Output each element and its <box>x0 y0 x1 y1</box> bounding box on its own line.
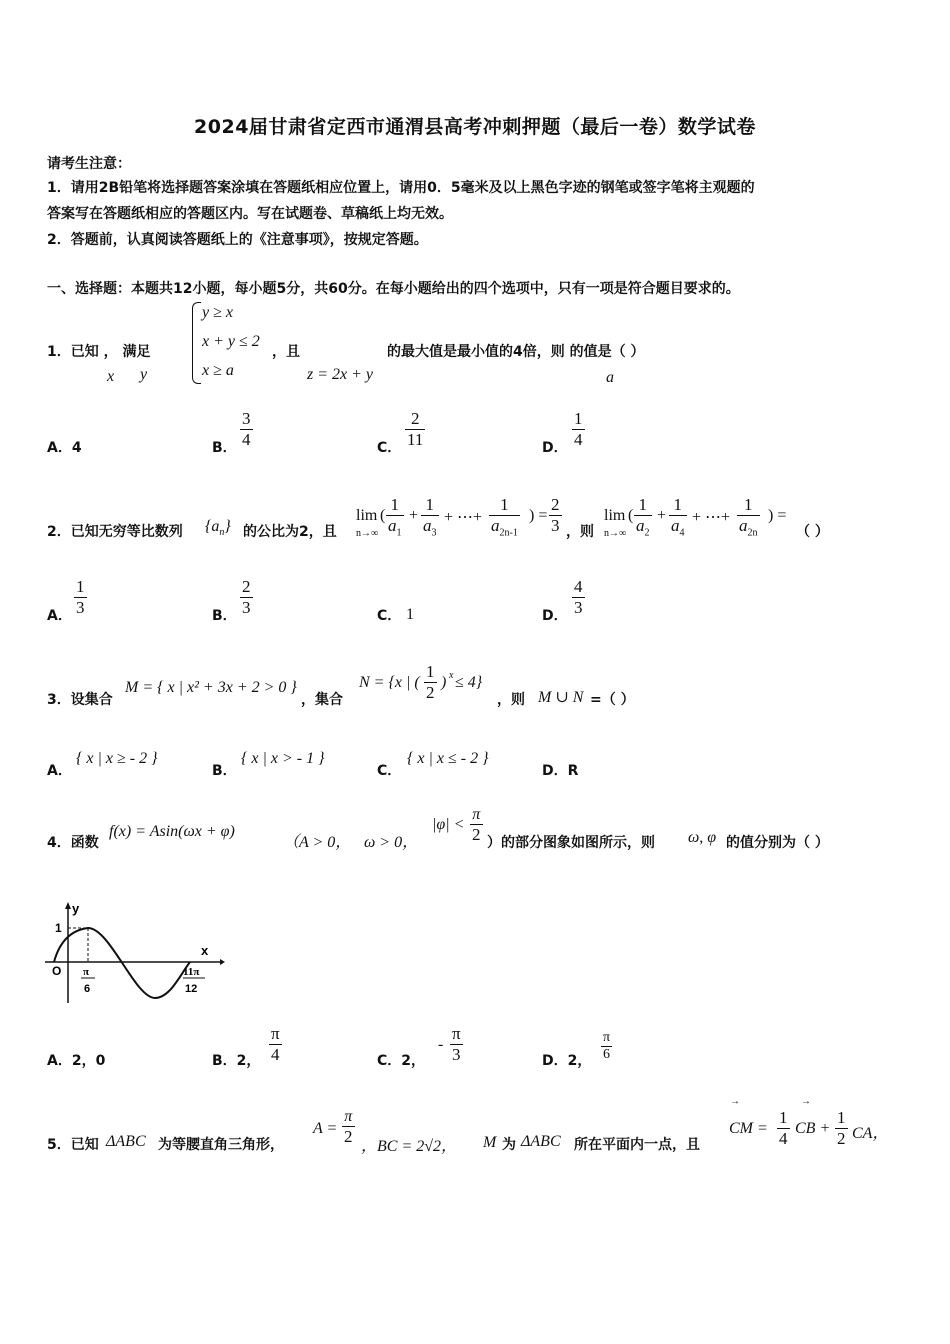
q2-option-d-fraction: $\frac{4}{3}$ <box>574 577 583 617</box>
q2-dots-1: + ⋯+ <box>444 509 483 526</box>
q3-set-n-end: ≤ 4} <box>455 674 483 691</box>
q4-option-b[interactable]: B．2， <box>212 1053 261 1069</box>
q2-lim-2: lim <box>604 507 626 524</box>
y-label: y <box>72 901 80 916</box>
q2-eq-1: ) = <box>529 507 548 524</box>
q1-option-b-fraction: $\frac{3}{4}$ <box>242 409 251 449</box>
q2-lim-1-sub: n→∞ <box>356 528 379 539</box>
q3-half: $\frac{1}{2}$ <box>426 662 435 702</box>
q1-text-b: ，且 <box>272 344 300 360</box>
q4-option-c-sign: - <box>438 1036 444 1053</box>
q1-option-b[interactable]: B． <box>212 440 237 456</box>
q2-term-a2n: $\frac{1}{a_{2n}}$ <box>739 495 758 539</box>
q4-option-c-fraction: $\frac{\pi}{3}$ <box>452 1024 461 1064</box>
q5-pi-over-2: $\frac{\pi}{2}$ <box>344 1108 353 1146</box>
q3-option-c[interactable]: C． <box>377 763 402 779</box>
section-heading: 一、选择题：本题共12小题，每小题5分，共60分。在每小题给出的四个选项中，只有一项是符合题目要求的。 <box>47 281 740 297</box>
q2-text-d: （ ） <box>796 524 829 540</box>
q2-option-a-fraction: $\frac{1}{3}$ <box>76 577 85 617</box>
q3-option-d[interactable]: D．R <box>542 763 579 779</box>
q3-set-m: M = { x | x² + 3x + 2 > 0 } <box>125 679 297 696</box>
pi6-den: 6 <box>84 983 91 995</box>
q1-var-x: x <box>107 368 115 385</box>
x-axis-arrow <box>220 959 225 965</box>
q3-text-d: =（ ） <box>590 692 635 708</box>
q2-term-a2: $\frac{1}{a_2}$ <box>636 495 650 539</box>
q3-option-b-value: { x | x > - 1 } <box>241 750 325 767</box>
q1-constraint-1: y ≥ x <box>202 304 233 321</box>
q4-vars: ω, φ <box>688 829 717 846</box>
q4-text-c: 的值分别为（ ） <box>726 835 829 851</box>
q2-eq-2: ) = <box>768 507 787 524</box>
pi6-num: π <box>83 966 90 978</box>
q5-vec-arrow-cb: → <box>801 1096 811 1107</box>
q3-union: M ∪ N <box>538 689 584 706</box>
q2-text-a: 2．已知无穷等比数列 <box>47 524 183 540</box>
q2-option-c[interactable]: C． <box>377 608 402 624</box>
q3-option-c-value: { x | x ≤ - 2 } <box>407 750 489 767</box>
q1-option-a[interactable]: A．4 <box>47 440 82 456</box>
q5-half: $\frac{1}{2}$ <box>837 1108 846 1148</box>
q4-cond-omega: ω > 0， <box>364 834 419 851</box>
q2-term-a1: $\frac{1}{a_1}$ <box>388 495 402 539</box>
q2-paren-1: ( <box>380 507 386 524</box>
q2-eq-rhs: $\frac{2}{3}$ <box>551 495 560 535</box>
q1-constraint-2: x + y ≤ 2 <box>202 333 260 350</box>
q5-text-a: 5．已知 <box>47 1137 99 1153</box>
sine-curve <box>54 928 190 998</box>
notice-heading: 请考生注意： <box>47 156 131 172</box>
q2-option-a[interactable]: A． <box>47 608 72 624</box>
q4-option-a[interactable]: A．2，0 <box>47 1053 106 1069</box>
q2-text-b: 的公比为2，且 <box>243 524 337 540</box>
q1-text-c: 的最大值是最小值的4倍，则 的值是（ ） <box>387 344 645 360</box>
q2-option-d[interactable]: D． <box>542 608 568 624</box>
q4-option-d[interactable]: D．2， <box>542 1053 592 1069</box>
q2-term-a3: $\frac{1}{a_3}$ <box>423 495 437 539</box>
one-label: 1 <box>55 921 62 935</box>
q2-plus-1: + <box>409 507 419 524</box>
q5-vec-ca: CA， <box>852 1125 889 1142</box>
q2-option-b-fraction: $\frac{2}{3}$ <box>242 577 251 617</box>
q3-text-b: ，集合 <box>301 692 343 708</box>
q2-term-a4: $\frac{1}{a_4}$ <box>671 495 685 539</box>
q1-option-d-fraction: $\frac{1}{4}$ <box>574 409 583 449</box>
q5-bc: ，BC = 2√2， <box>361 1138 458 1155</box>
q4-pi-over-2: $\frac{\pi}{2}$ <box>472 806 481 844</box>
notice-line-3: 2．答题前，认真阅读答题纸上的《注意事项》，按规定答题。 <box>47 232 428 248</box>
q3-option-a[interactable]: A． <box>47 763 72 779</box>
q5-text-d: 所在平面内一点，且 <box>574 1137 700 1153</box>
q2-plus-2: + <box>657 507 667 524</box>
q5-vec-arrow-cm: → <box>730 1096 740 1107</box>
q5-point-m: M <box>483 1134 497 1151</box>
q1-constraint-3: x ≥ a <box>202 362 234 379</box>
q3-option-b[interactable]: B． <box>212 763 237 779</box>
q1-option-c-fraction: $\frac{2}{11}$ <box>407 409 424 449</box>
q2-option-b[interactable]: B． <box>212 608 237 624</box>
q5-triangle-2: ΔABC <box>521 1133 561 1150</box>
q1-option-c[interactable]: C． <box>377 440 402 456</box>
q5-text-c: 为 <box>502 1137 516 1153</box>
q2-term-a2n-1: $\frac{1}{a_{2n-1}}$ <box>491 495 518 539</box>
q2-sequence: $\{a_n\}$ <box>205 518 231 539</box>
q2-text-c: ，则 <box>566 524 594 540</box>
q1-var-y: y <box>140 366 148 383</box>
q1-brace <box>192 302 201 384</box>
q4-text-b: ）的部分图象如图所示，则 <box>487 835 655 851</box>
q3-set-n-paren: ) <box>441 674 447 691</box>
q2-lim-2-sub: n→∞ <box>604 528 627 539</box>
q5-vec-cm: CM = <box>729 1120 768 1137</box>
x-label: x <box>201 943 209 958</box>
end-num: 11π <box>183 966 200 978</box>
q3-text-c: ，则 <box>497 692 525 708</box>
q3-option-a-value: { x | x ≥ - 2 } <box>76 750 158 767</box>
q2-dots-2: + ⋯+ <box>692 509 731 526</box>
q1-z-expr: z = 2x + y <box>307 366 374 383</box>
q5-angle-a: A = <box>313 1120 338 1137</box>
q2-lim-1: lim <box>356 507 378 524</box>
q3-text-a: 3．设集合 <box>47 692 113 708</box>
end-den: 12 <box>185 983 198 995</box>
q4-option-d-fraction: $\frac{\pi}{6}$ <box>603 1030 611 1062</box>
q2-paren-2: ( <box>628 507 634 524</box>
q2-option-c-value: 1 <box>406 606 414 623</box>
q5-quarter: $\frac{1}{4}$ <box>779 1108 788 1148</box>
q5-text-b: 为等腰直角三角形， <box>158 1137 284 1153</box>
page-title: 2024届甘肃省定西市通渭县高考冲刺押题（最后一卷）数学试卷 <box>194 116 756 138</box>
notice-line-2: 答案写在答题纸相应的答题区内。写在试题卷、草稿纸上均无效。 <box>47 206 453 222</box>
q3-set-n-exponent: x <box>449 670 454 681</box>
q1-text-a: 1．已知 ， 满足 <box>47 344 151 360</box>
q4-text-a: 4．函数 <box>47 835 99 851</box>
q5-triangle: ΔABC <box>106 1133 146 1150</box>
q4-option-c[interactable]: C．2， <box>377 1053 426 1069</box>
q4-cond-phi: |φ| < <box>432 816 465 833</box>
q1-option-d[interactable]: D． <box>542 440 568 456</box>
notice-line-1: 1．请用2B铅笔将选择题答案涂填在答题纸相应位置上，请用0．5毫米及以上黑色字迹的钢笔或签字笔将主观题的 <box>47 180 755 196</box>
q4-option-b-fraction: $\frac{\pi}{4}$ <box>271 1024 280 1064</box>
q3-set-n-start: N = {x | ( <box>359 674 420 691</box>
origin-label: O <box>52 964 62 978</box>
y-axis-arrow <box>65 902 71 909</box>
q5-vec-cb: CB + <box>795 1120 831 1137</box>
q1-var-a: a <box>606 369 614 386</box>
q4-sine-graph <box>40 895 225 1005</box>
q4-function: f(x) = Asin(ωx + φ) <box>109 823 235 840</box>
q4-cond-a: （A > 0， <box>283 834 352 851</box>
